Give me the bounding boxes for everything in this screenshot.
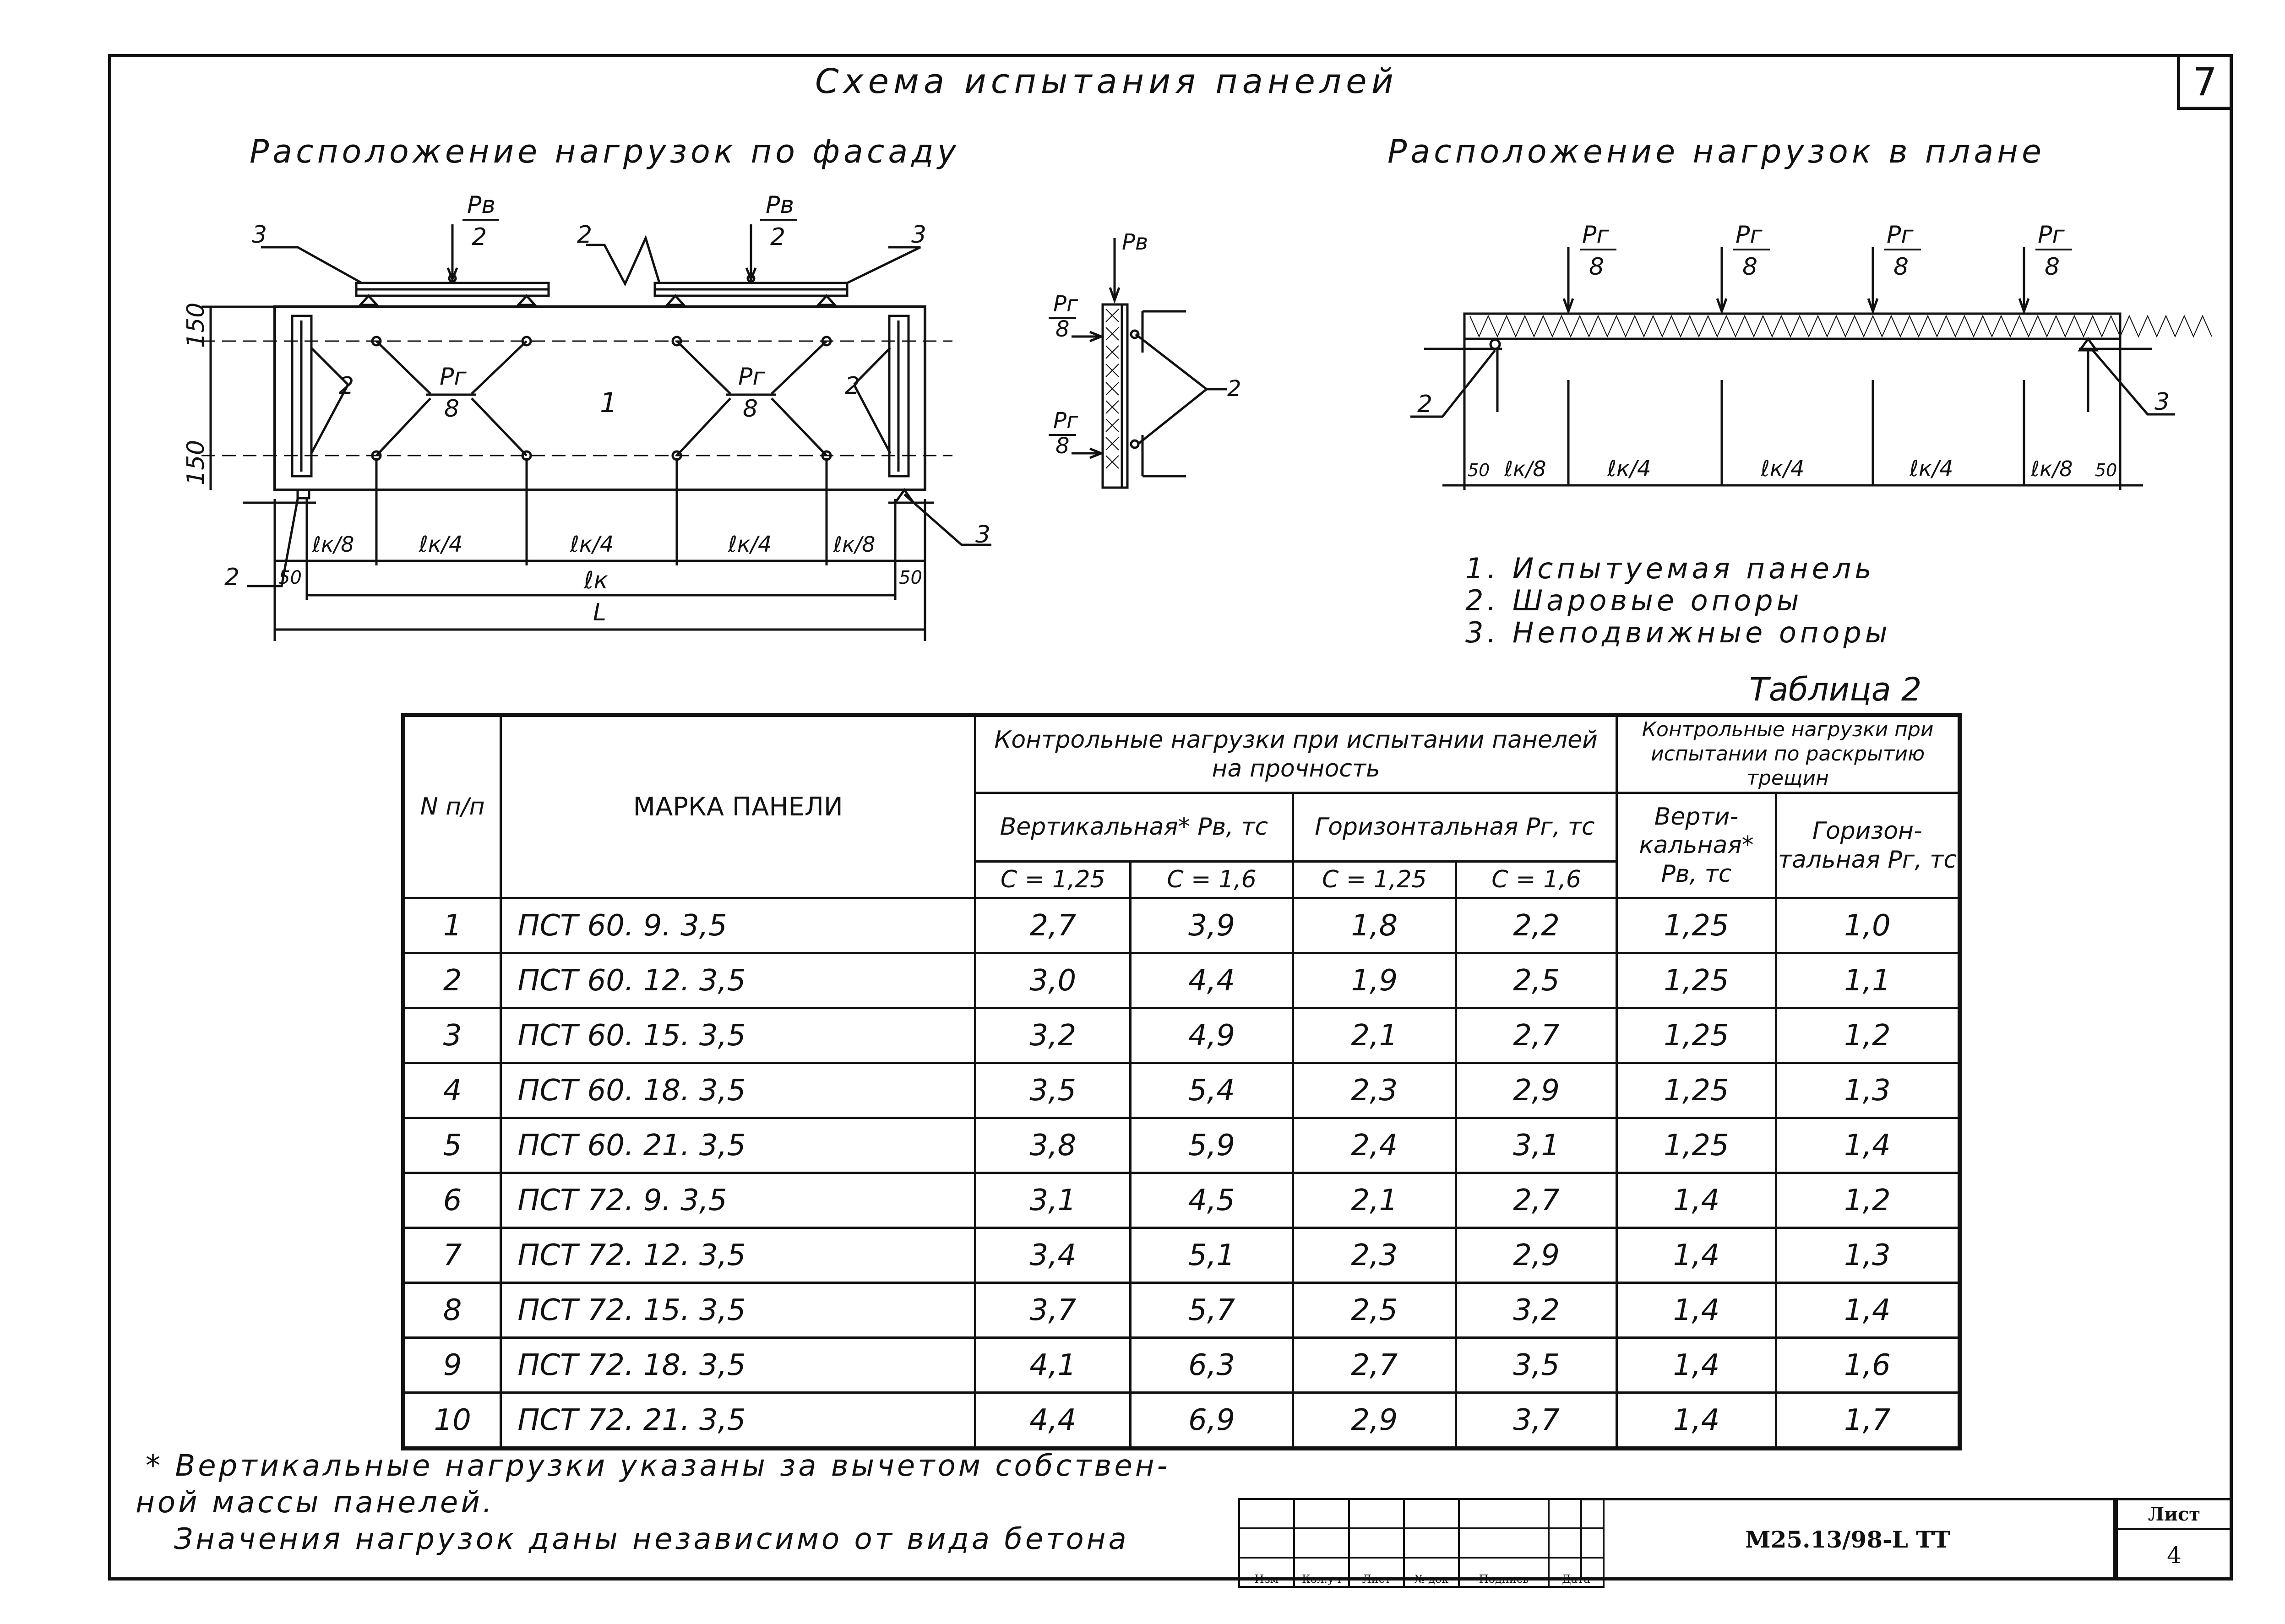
svg-text:3: 3	[975, 521, 991, 549]
header-strength-group: Контрольные нагрузки при испытании панелей на прочность	[975, 715, 1617, 793]
facade-load-h-1: Pг	[440, 363, 467, 391]
svg-text:2: 2	[339, 372, 354, 400]
table-row: 4 ПСТ 60. 18. 3,5 3,5 5,4 2,3 2,9 1,25 1,3	[403, 1063, 1960, 1118]
svg-text:2: 2	[1227, 376, 1241, 402]
sheet-box	[2116, 1498, 2233, 1581]
svg-text:8: 8	[1742, 253, 1758, 281]
svg-text:L: L	[593, 599, 606, 626]
table-row: 2 ПСТ 60. 12. 3,5 3,0 4,4 1,9 2,5 1,25 1,1	[403, 953, 1960, 1008]
header-horizontal: Горизонтальная Pг, тс	[1293, 793, 1617, 862]
svg-text:ℓк/8: ℓк/8	[1504, 456, 1546, 481]
table-row: 6 ПСТ 72. 9. 3,5 3,1 4,5 2,1 2,7 1,4 1,2	[403, 1173, 1960, 1228]
footnote-line-1: * Вертикальные нагрузки указаны за вычетом собствен-	[146, 1449, 1170, 1483]
page-title: Схема испытания панелей	[815, 62, 1398, 101]
stamp-label-list: Лист	[1349, 1558, 1404, 1587]
header-crack-group: Контрольные нагрузки при испытании по раскрытию трещин	[1617, 715, 1960, 793]
svg-text:8: 8	[444, 395, 460, 423]
svg-text:ℓк/4: ℓк/4	[419, 532, 463, 557]
svg-text:ℓк/4: ℓк/4	[570, 532, 614, 557]
svg-text:2: 2	[1417, 391, 1433, 418]
section-load-v: Pв	[1122, 229, 1148, 255]
svg-text:Pг: Pг	[1053, 291, 1078, 317]
header-crack-horizontal: Горизон-тальная Pг, тс	[1776, 793, 1959, 898]
plan-drawing	[1410, 247, 2212, 490]
svg-text:8: 8	[1055, 433, 1070, 459]
svg-text:50: 50	[278, 567, 302, 588]
legend-item-3: 3. Неподвижные опоры	[1465, 616, 1891, 649]
stamp-label-izm: Изм	[1239, 1558, 1294, 1587]
sheet-number: 7	[2177, 54, 2233, 110]
svg-text:Pг: Pг	[1053, 408, 1078, 434]
load-table	[401, 713, 1962, 1450]
header-h-c16: С = 1,6	[1456, 862, 1616, 898]
plan-labels	[1417, 221, 2170, 482]
svg-text:8: 8	[1893, 253, 1909, 281]
svg-text:150: 150	[182, 440, 210, 485]
svg-text:Pг: Pг	[1887, 221, 1914, 249]
sheet-value: 4	[2167, 1542, 2182, 1569]
svg-text:Pг: Pг	[2038, 221, 2065, 249]
table-row: 8 ПСТ 72. 15. 3,5 3,7 5,7 2,5 3,2 1,4 1,4	[403, 1283, 1960, 1338]
stamp-label-doc: № док	[1404, 1558, 1459, 1587]
svg-text:Pг: Pг	[1582, 221, 1609, 249]
svg-text:50: 50	[2095, 460, 2117, 480]
svg-text:ℓк/4: ℓк/4	[1761, 456, 1805, 482]
stamp-label-kol: Кол.уч	[1294, 1558, 1349, 1587]
svg-text:ℓк/4: ℓк/4	[1607, 456, 1651, 482]
table-row: 1 ПСТ 60. 9. 3,5 2,7 3,9 1,8 2,2 1,25 1,0	[403, 898, 1960, 953]
facade-load-h-2: Pг	[738, 363, 765, 391]
svg-text:2: 2	[224, 564, 240, 591]
svg-text:8: 8	[1055, 316, 1070, 342]
svg-text:2: 2	[770, 223, 786, 251]
svg-text:8: 8	[743, 395, 758, 423]
svg-text:ℓк/8: ℓк/8	[2031, 456, 2073, 481]
svg-text:3: 3	[252, 221, 267, 249]
header-mark: МАРКА ПАНЕЛИ	[501, 715, 975, 898]
svg-text:3: 3	[911, 221, 927, 249]
section-labels	[1049, 229, 1241, 459]
document-code: М25.13/98-L ТТ	[1580, 1498, 2116, 1581]
facade-heading: Расположение нагрузок по фасаду	[250, 133, 960, 170]
table-row: 10 ПСТ 72. 21. 3,5 4,4 6,9 2,9 3,7 1,4 1,7	[403, 1393, 1960, 1449]
stamp-label-date: Дата	[1549, 1558, 1604, 1587]
footnote-line-3: Значения нагрузок даны независимо от вида бетона	[174, 1522, 1129, 1556]
svg-text:ℓк/8: ℓк/8	[312, 532, 354, 557]
svg-text:50: 50	[899, 567, 922, 588]
panel-number: 1	[600, 387, 618, 419]
svg-text:2: 2	[577, 221, 593, 249]
footnote-line-2: ной массы панелей.	[136, 1486, 495, 1520]
svg-text:8: 8	[1589, 253, 1605, 281]
header-v-c16: С = 1,6	[1131, 862, 1293, 898]
svg-text:3: 3	[2154, 388, 2170, 416]
svg-text:2: 2	[845, 372, 860, 400]
header-vertical: Вертикальная* Pв, тс	[975, 793, 1293, 862]
table-row: 3 ПСТ 60. 15. 3,5 3,2 4,9 2,1 2,7 1,25 1,2	[403, 1008, 1960, 1063]
table-row: 9 ПСТ 72. 18. 3,5 4,1 6,3 2,7 3,5 1,4 1,6	[403, 1338, 1960, 1393]
facade-load-v-2: Pв	[766, 191, 794, 219]
plan-heading: Расположение нагрузок в плане	[1387, 133, 2046, 170]
header-num: N п/п	[403, 715, 501, 898]
svg-text:ℓк: ℓк	[584, 567, 608, 594]
svg-text:ℓк/4: ℓк/4	[1910, 456, 1953, 482]
table-row: 5 ПСТ 60. 21. 3,5 3,8 5,9 2,4 3,1 1,25 1,4	[403, 1118, 1960, 1173]
table-row: 7 ПСТ 72. 12. 3,5 3,4 5,1 2,3 2,9 1,4 1,3	[403, 1228, 1960, 1283]
svg-text:8: 8	[2045, 253, 2060, 281]
svg-text:Pг: Pг	[1736, 221, 1763, 249]
facade-load-v-1: Pв	[467, 191, 496, 219]
svg-text:ℓк/8: ℓк/8	[833, 532, 876, 557]
svg-text:50: 50	[1468, 460, 1490, 480]
svg-text:ℓк/4: ℓк/4	[728, 532, 772, 557]
header-v-c125: С = 1,25	[975, 862, 1131, 898]
section-drawing	[1072, 238, 1227, 488]
sheet-label: Лист	[2118, 1500, 2231, 1530]
svg-text:2: 2	[472, 223, 487, 251]
header-h-c125: С = 1,25	[1293, 862, 1456, 898]
header-crack-vertical: Верти-кальная* Pв, тс	[1617, 793, 1776, 898]
svg-text:150: 150	[182, 302, 210, 348]
revision-grid	[1238, 1498, 1605, 1588]
legend-item-2: 2. Шаровые опоры	[1465, 584, 1803, 617]
test-scheme-drawings	[0, 0, 2285, 687]
legend-item-1: 1. Испытуемая панель	[1465, 552, 1875, 585]
stamp-label-signature: Подпись	[1459, 1558, 1549, 1587]
table-caption: Таблица 2	[1749, 671, 1922, 708]
